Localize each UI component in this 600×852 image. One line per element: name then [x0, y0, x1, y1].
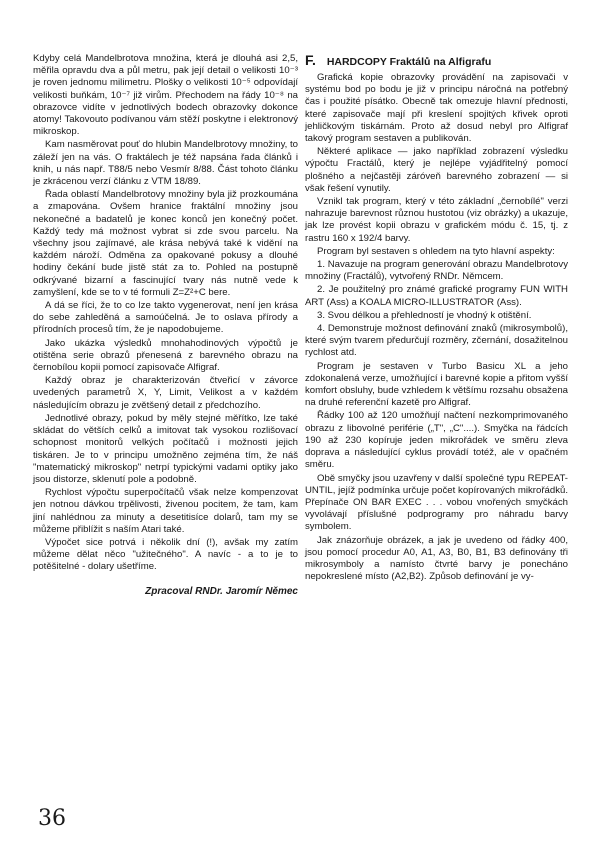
list-item: 2. Je použitelný pro známé grafické programy FUN WITH ART (Ass) a KOALA MICRO-ILLUSTRATOR (Ass). — [305, 284, 568, 308]
list-item: 3. Svou délkou a přehledností je vhodný k otištění. — [317, 309, 532, 321]
paragraph: Každý obraz je charakterizován čtveřicí v závorce uvedených parametrů X, Y, Limit, Velikost a v každém následujícím obrazu je zvětšený detail z předchozího. — [33, 375, 298, 411]
paragraph: Řada oblastí Mandelbrotovy množiny byla již prozkoumána a zmapována. Ovšem hranice fraktální množiny jsou nekonečné a badatelů je konec konců jen konečný počet. Každý tedy má možnost vybrat si zde svou parcelu. Na všechny jsou zajímavé, ale krása nebývá také k vidění na každém nároží. Odměna za opakované pokusy a dlouhé hodiny čekání bude jistě stát za to. Pohled na postupně odkrývané bizarní a fascinující tvary nás nutně vede k zamyšlení, kde se to v té formuli Z=Z²+C bere. — [33, 189, 298, 298]
section-heading — [305, 52, 568, 68]
paragraph: Výpočet sice potrvá i několik dní (!), avšak my zatím můžeme dělat něco "užitečného". A navíc - a to je to potěšitelné - dolary ušetříme. — [33, 536, 298, 573]
paragraph: Grafická kopie obrazovky provádění na zapisovači v systému bod po bodu je již v principu náročná na potřebný čas i použité písátko. Obecně tak omezuje hlavní přednosti, které zapisovače mají při kreslení spojitých křivek oproti jehličkovým tiskárnám. Proto až dosud nebyl pro Alfigraf takový program sestaven a publikován. — [305, 72, 568, 145]
paragraph: Vznikl tak program, který v této základní „černobílé" verzi nahrazuje barevnost různou hustotou (viz obrázky) a ukazuje, jak lze provést kopii obrazu v grafickém módu č. 15, tj. z rastru 160 x 192/4 barvy. — [305, 196, 568, 244]
section-title: HARDCOPY Fraktálů na Alfigrafu — [326, 56, 492, 68]
paragraph: Rychlost výpočtu superpočítačů však nelze kompenzovat jen notnou dávkou trpělivosti, živenou pocitem, že tam, kam jiní nahlédnou za minuty a desetitisíce dolarů, tam my se můžeme přiblížit s naším Atari také. — [33, 487, 298, 535]
page-number: 36 — [38, 806, 66, 831]
paragraph: Jako ukázka výsledků mnohahodinových výpočtů je otištěna serie obrazů přenesená z barevného obrazu na černobílou kopii pomocí zapisovače Alfigraf. — [33, 337, 298, 374]
paragraph: A dá se říci, že to co lze takto vygenerovat, není jen krása do sebe zahleděná a samoúčelná. Je to oslava přírody a přírodních procesů tím, že je napodobujeme. — [33, 300, 298, 336]
list-item: 4. Demonstruje možnost definování znaků (mikrosymbolů), které svým tvarem předurčují rozměry, zčernání, dosažitelnou rychlost atd. — [305, 323, 568, 359]
paragraph: Jednotlivé obrazy, pokud by měly stejné měřítko, lze také skládat do větších celků a imitovat tak vysokou rozlišovací schopnost monitorů velkých počítačů i možnosti jejich tiskáren. Je to v principu umožněno zejména tím, že náš "matematický mikroskop" netrpí typickými vadami optiky jako jsou distorze, sklenutí pole a podobně. — [33, 412, 298, 485]
paragraph: Některé aplikace — jako například zobrazení výsledku výpočtu Fractálů, který je nejlépe vyjádřitelný pomocí plošného a nejčastěji záróveň barevného zobrazení — si však řešení vynutily. — [305, 146, 568, 194]
author-signature: Zpracoval RNDr. Jaromír Němec — [145, 585, 298, 597]
paragraph: Jak znázorňuje obrázek, a jak je uvedeno od řádky 400, jsou pomocí procedur A0, A1, A3, B0, B1, B3 definovány tři mikrosymboly a namísto čtvrté barvy je ponecháno nepokreslené místo (A2,B2). Způsob definování je vy- — [305, 534, 568, 583]
paragraph: Řádky 100 až 120 umožňují načtení nezkomprimovaného obrazu z libovolné periférie („T", „C"....). Smyčka na řádcích 190 až 230 kopíruje jeden mikrořádek ve směru zleva doprava a následující cyklus provádí totéž, ale v opačném směru. — [305, 410, 568, 471]
left-column — [33, 53, 298, 598]
paragraph: Kdyby celá Mandelbrotova množina, která je dlouhá asi 2,5, měřila opravdu dva a půl metru, pak její detail o velikosti 10⁻³ je roven jednomu milimetru. Plošky o velikosti 10⁻⁵ odpovídají velikosti buňkám, 10⁻⁷ již virům. Přechodem na řády 10⁻⁸ na obrazovce vidíte v jednotlivých bodech obrazovky dokonce atomy! Takovouto podívanou vám stěží poskytne i elektronový mikroskop. — [33, 53, 298, 138]
section-letter: F. — [305, 52, 316, 68]
paragraph: Program byl sestaven s ohledem na tyto hlavní aspekty: — [317, 245, 555, 257]
list-item: 1. Navazuje na program generování obrazu Mandelbrotovy množiny (Fractálů), vytvořený RNDr. Němcem. — [305, 259, 568, 283]
paragraph: Obě smyčky jsou uzavřeny v další společné typu REPEAT-UNTIL, jejíž podmínka určuje počet kopírovaných mikrořádků. Přepínače ON BAR EXEC . . . vobou vnořených smyčkách vyvolávají příslušné podprogramy pro náhradu barvy symbolem. — [305, 472, 568, 533]
paragraph: Program je sestaven v Turbo Basicu XL a jeho zdokonalená verze, umožňující i barevné kopie a přitom vyšší komfort obsluhy, bude vzhledem k většímu rozsahu obsažena na druhé referenční kazetě pro Alfigraf. — [305, 360, 568, 409]
right-column — [305, 72, 568, 584]
paragraph: Kam nasměrovat pouť do hlubin Mandelbrotovy množiny, to záleží jen na vás. O fraktálech je též napsána řada článků i knih, u nás např. T88/5 nebo Vesmír 8/88. Část tohoto článku je zkrácenou verzí článku z VTM 18/89. — [33, 139, 298, 188]
